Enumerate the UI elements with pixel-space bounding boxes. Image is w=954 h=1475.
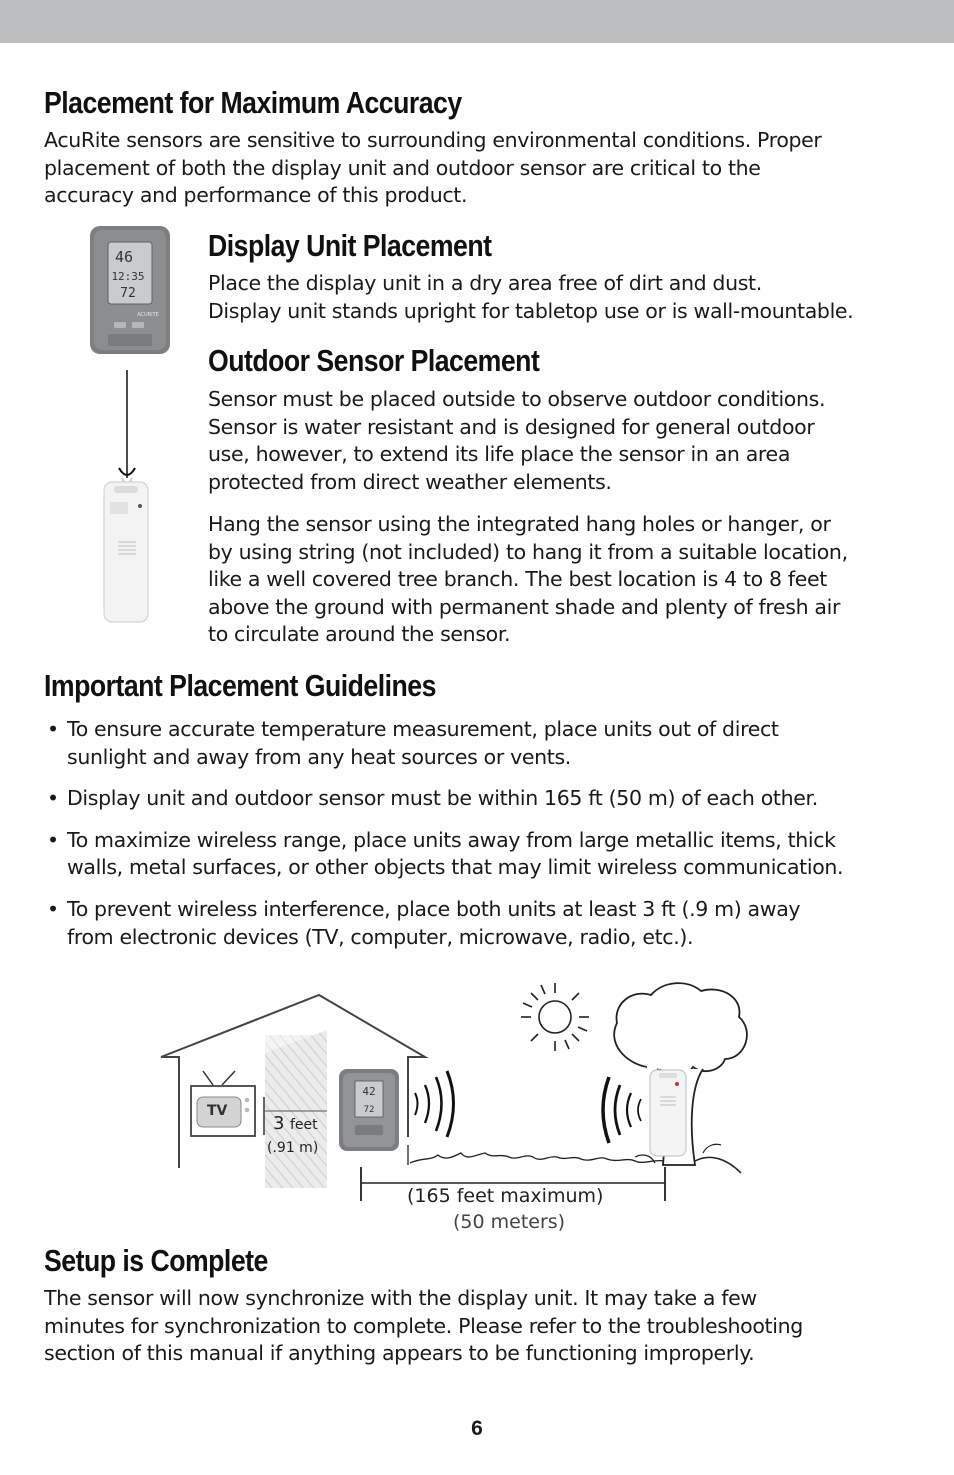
outdoor-sensor-image (100, 370, 152, 624)
range-metric: (50 meters) (453, 1211, 566, 1233)
range-label: (165 feet maximum) (407, 1185, 604, 1207)
heading-placement-accuracy: Placement for Maximum Accuracy (44, 85, 462, 120)
display-brand: ACURITE (137, 312, 159, 318)
top-gray-band (0, 0, 954, 43)
text-line: minutes for synchronization to complete. Please refer to the troubleshooting (44, 1313, 803, 1338)
text-line: use, however, to extend its life place the sensor in an area (208, 442, 791, 467)
text-line: above the ground with permanent shade and plenty of fresh air (208, 594, 841, 619)
heading-setup-complete: Setup is Complete (44, 1243, 268, 1278)
text-line: Display unit and outdoor sensor must be within 165 ft (50 m) of each other. (67, 786, 818, 811)
accuracy-paragraph (44, 127, 934, 210)
display-reading-temp-out: 72 (120, 286, 136, 301)
distance-value: 3 (273, 1113, 285, 1134)
bullet-symbol: • (47, 717, 59, 741)
guidelines-list (45, 716, 925, 965)
text-line: Hang the sensor using the integrated hang holes or hanger, or (208, 512, 831, 536)
page-number: 6 (471, 1417, 483, 1440)
display-paragraph (208, 270, 933, 325)
text-line: sunlight and away from any heat sources or vents. (67, 744, 571, 769)
text-line: section of this manual if anything appears to be functioning improperly. (44, 1341, 755, 1366)
mini-display-reading-2: 72 (363, 1105, 375, 1115)
text-line: from electronic devices (TV, computer, microwave, radio, etc.). (67, 924, 694, 949)
text-line: to circulate around the sensor. (208, 622, 511, 647)
text-line: Sensor must be placed outside to observe outdoor conditions. (208, 387, 826, 411)
text-line: To maximize wireless range, place units away from large metallic items, thick (67, 827, 836, 852)
display-reading-time: 12:35 (111, 270, 145, 283)
mini-display-reading-1: 42 (362, 1085, 376, 1098)
display-unit-image (88, 224, 172, 356)
text-line: Sensor is water resistant and is designed for general outdoor (208, 414, 815, 439)
list-item (45, 827, 925, 882)
display-reading-temp-in: 46 (114, 248, 134, 266)
distance-metric: (.91 m) (267, 1140, 319, 1156)
list-item (45, 785, 925, 813)
text-line: AcuRite sensors are sensitive to surrounding environmental conditions. Proper (44, 128, 822, 152)
setup-complete-paragraph (44, 1285, 934, 1368)
bullet-symbol: • (47, 786, 59, 811)
text-line: Display unit stands upright for tabletop use or is wall-mountable. (208, 298, 854, 323)
bullet-symbol: • (47, 896, 59, 921)
text-line: To prevent wireless interference, place both units at least 3 ft (.9 m) away (67, 896, 801, 921)
placement-illustration (155, 975, 755, 1240)
outdoor-paragraph-2 (208, 511, 933, 649)
text-line: Place the display unit in a dry area free of dirt and dust. (208, 271, 762, 295)
text-line: The sensor will now synchronize with the display unit. It may take a few (44, 1286, 757, 1310)
text-line: placement of both the display unit and outdoor sensor are critical to the (44, 155, 761, 180)
text-line: protected from direct weather elements. (208, 469, 612, 494)
text-line: like a well covered tree branch. The best location is 4 to 8 feet (208, 567, 827, 592)
outdoor-paragraph-1 (208, 386, 933, 496)
list-item (45, 896, 925, 951)
list-item (45, 716, 925, 771)
heading-placement-guidelines: Important Placement Guidelines (44, 668, 436, 703)
bullet-symbol: • (47, 827, 59, 852)
text-line: To ensure accurate temperature measurement, place units out of direct (67, 717, 779, 741)
text-line: by using string (not included) to hang it from a suitable location, (208, 539, 848, 564)
text-line: accuracy and performance of this product. (44, 183, 468, 208)
heading-outdoor-sensor-placement: Outdoor Sensor Placement (208, 343, 540, 378)
tv-label: TV (207, 1103, 228, 1119)
heading-display-unit-placement: Display Unit Placement (208, 228, 492, 263)
text-line: walls, metal surfaces, or other objects that may limit wireless communication. (67, 855, 844, 880)
distance-unit: feet (290, 1117, 318, 1133)
